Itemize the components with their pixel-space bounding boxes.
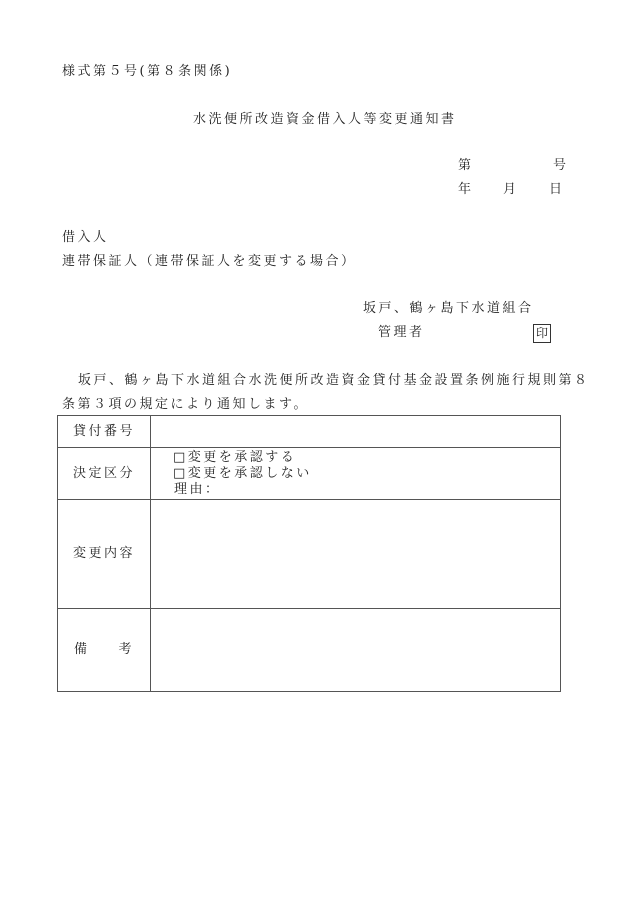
notice-table: [57, 415, 561, 692]
doc-number-suffix: 号: [553, 158, 569, 173]
date-day: 日: [549, 182, 565, 197]
reason-label: 理由：: [174, 481, 221, 497]
doc-number-prefix: 第: [458, 158, 474, 173]
body-text-line1: 坂戸、鶴ヶ島下水道組合水洗便所改造資金貸付基金設置条例施行規則第８: [78, 373, 590, 388]
row-loan-number: [58, 416, 561, 448]
remarks-field[interactable]: [151, 609, 561, 692]
loan-number-field[interactable]: [151, 416, 561, 448]
remarks-label: [58, 609, 151, 692]
row-change-content: [58, 500, 561, 609]
seal-mark: 印: [533, 324, 551, 343]
remarks-label-char2: 考: [118, 642, 134, 657]
option-reject[interactable]: □変更を承認しない: [173, 465, 312, 481]
decision-label: 決定区分: [58, 448, 151, 500]
issuer-title: 管理者: [378, 325, 425, 340]
loan-number-label: 貸付番号: [58, 416, 151, 448]
date-year: 年: [458, 182, 474, 197]
row-decision: [58, 448, 561, 500]
row-remarks: [58, 609, 561, 692]
option-approve[interactable]: □変更を承認する: [173, 449, 297, 465]
document-title: 水洗便所改造資金借入人等変更通知書: [193, 112, 457, 127]
decision-field: [151, 448, 561, 500]
recipient-borrower: 借入人: [62, 230, 109, 245]
remarks-label-char1: 備: [74, 642, 90, 657]
date-month: 月: [503, 182, 519, 197]
recipient-guarantor: 連帯保証人（連帯保証人を変更する場合）: [62, 254, 357, 269]
form-number: 様式第５号(第８条関係): [62, 64, 233, 79]
issuer-organization: 坂戸、鶴ヶ島下水道組合: [363, 301, 534, 316]
change-content-label: 変更内容: [58, 500, 151, 609]
change-content-field[interactable]: [151, 500, 561, 609]
body-text-line2: 条第３項の規定により通知します。: [62, 397, 309, 412]
